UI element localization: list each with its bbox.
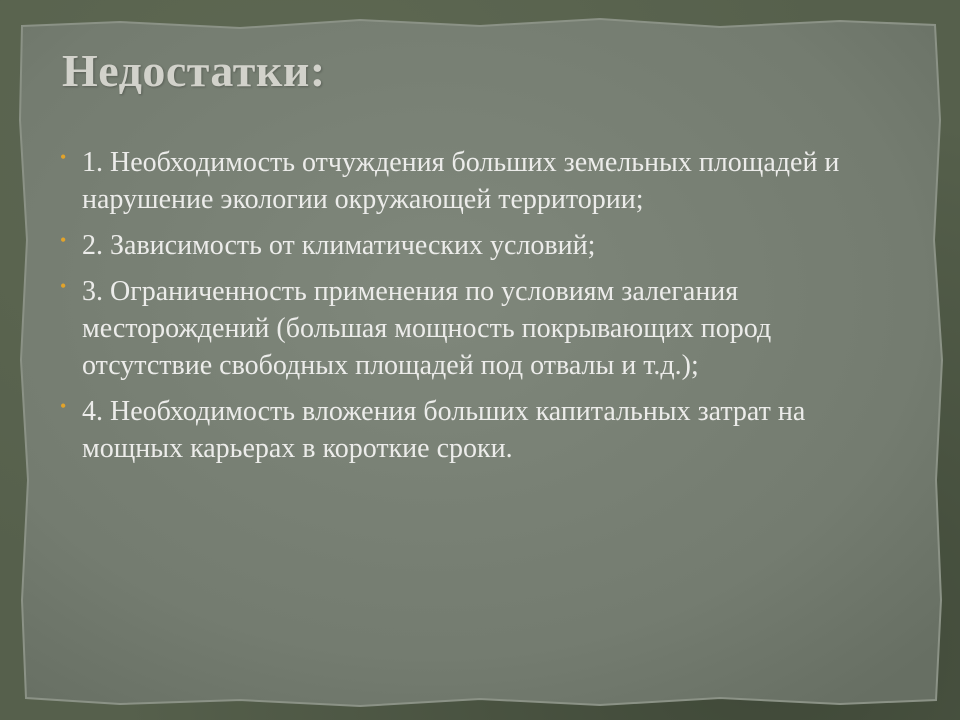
slide-title: Недостатки: — [62, 45, 326, 96]
bullet-item-3 — [60, 273, 860, 384]
bullet-text-4: 4. Необходимость вложения больших капитальных затрат на мощных карьерах в короткие сроки. — [82, 396, 806, 464]
bullet-item-1 — [60, 144, 860, 218]
bullet-text-1: 1. Необходимость отчуждения больших земельных площадей и нарушение экологии окружающей территории; — [82, 147, 840, 215]
bullet-text-2: 2. Зависимость от климатических условий; — [82, 230, 596, 261]
bullet-dot-icon: • — [60, 147, 67, 167]
bullet-text-3: 3. Ограниченность применения по условиям залегания месторождений (большая мощность покрывающих пород отсутствие свободных площадей под отвалы и т.д.); — [82, 276, 772, 381]
bullet-dot-icon: • — [60, 276, 67, 296]
bullet-item-4 — [60, 393, 860, 467]
bullet-list — [60, 144, 860, 476]
bullet-item-2 — [60, 227, 860, 264]
bullet-dot-icon: • — [60, 396, 67, 416]
bullet-dot-icon: • — [60, 230, 67, 250]
